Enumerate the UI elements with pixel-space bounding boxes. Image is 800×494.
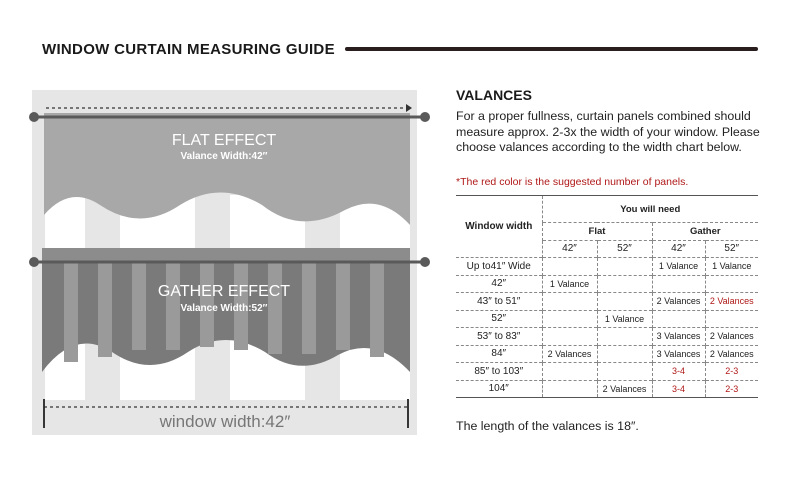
table-cell (542, 293, 597, 311)
table-cell (705, 310, 758, 328)
size-header: 42″ (652, 240, 705, 258)
gather-effect-subtitle: Valance Width:52″ (180, 303, 268, 314)
size-header: 52″ (705, 240, 758, 258)
table-cell: 2 Valances (705, 345, 758, 363)
table-cell (542, 380, 597, 398)
table-row (456, 363, 758, 381)
table-cell (597, 328, 652, 346)
table-row (456, 328, 758, 346)
table-cell (652, 310, 705, 328)
gather-rod-end-left (29, 257, 39, 267)
table-row (456, 258, 758, 276)
table-cell (597, 258, 652, 276)
valances-heading: VALANCES (456, 87, 532, 103)
table-cell: 3-4 (652, 380, 705, 398)
page-title: WINDOW CURTAIN MEASURING GUIDE (42, 41, 335, 58)
table-cell (542, 310, 597, 328)
table-cell: 2 Valances (597, 380, 652, 398)
table-cell: 2 Valances (705, 293, 758, 311)
table-cell: 1 Valance (542, 275, 597, 293)
table-cell: 1 Valance (597, 310, 652, 328)
row-window-width: 104″ (456, 380, 542, 398)
flat-effect-title: FLAT EFFECT (171, 132, 277, 149)
window-width-label: window width:42″ (159, 412, 291, 431)
table-cell (705, 275, 758, 293)
red-color-note: *The red color is the suggested number of panels. (456, 176, 689, 188)
flat-effect-subtitle: Valance Width:42″ (180, 151, 268, 162)
gather-effect-title: GATHER EFFECT (157, 283, 291, 300)
table-cell: 2 Valances (705, 328, 758, 346)
group-header-flat: Flat (542, 223, 652, 241)
table-cell: 3-4 (652, 363, 705, 381)
table-cell (652, 275, 705, 293)
size-header: 42″ (542, 240, 597, 258)
table-cell: 2-3 (705, 363, 758, 381)
gather-heading (42, 248, 410, 262)
row-window-width: Up to41″ Wide (456, 258, 542, 276)
row-window-width: 84″ (456, 345, 542, 363)
table-cell: 1 Valance (705, 258, 758, 276)
row-window-width: 53″ to 83″ (456, 328, 542, 346)
col-header-window-width: Window width (456, 196, 542, 258)
valances-description: For a proper fullness, curtain panels combined should measure approx. 2-3x the width of your window. Please choose valances according to the width chart below. (456, 109, 760, 154)
table-row (456, 345, 758, 363)
valance-length-note: The length of the valances is 18″. (456, 419, 639, 433)
row-window-width: 42″ (456, 275, 542, 293)
table-cell: 2 Valances (542, 345, 597, 363)
table-cell: 2-3 (705, 380, 758, 398)
table-row (456, 310, 758, 328)
group-header-gather: Gather (652, 223, 758, 241)
table-cell (597, 363, 652, 381)
flat-rod-end-right (420, 112, 430, 122)
col-header-you-will-need: You will need (542, 196, 758, 223)
size-header: 52″ (597, 240, 652, 258)
row-window-width: 85″ to 103″ (456, 363, 542, 381)
valance-width-chart (456, 195, 758, 398)
table-cell (597, 345, 652, 363)
flat-rod-end-left (29, 112, 39, 122)
table-cell: 3 Valances (652, 328, 705, 346)
row-window-width: 52″ (456, 310, 542, 328)
table-cell (542, 328, 597, 346)
table-cell (597, 275, 652, 293)
table-row (456, 380, 758, 398)
table-cell: 2 Valances (652, 293, 705, 311)
row-window-width: 43″ to 51″ (456, 293, 542, 311)
table-cell (542, 258, 597, 276)
table-cell (597, 293, 652, 311)
table-cell: 1 Valance (652, 258, 705, 276)
gather-rod-end-right (420, 257, 430, 267)
table-cell (542, 363, 597, 381)
table-cell: 3 Valances (652, 345, 705, 363)
table-row (456, 275, 758, 293)
table-row (456, 293, 758, 311)
